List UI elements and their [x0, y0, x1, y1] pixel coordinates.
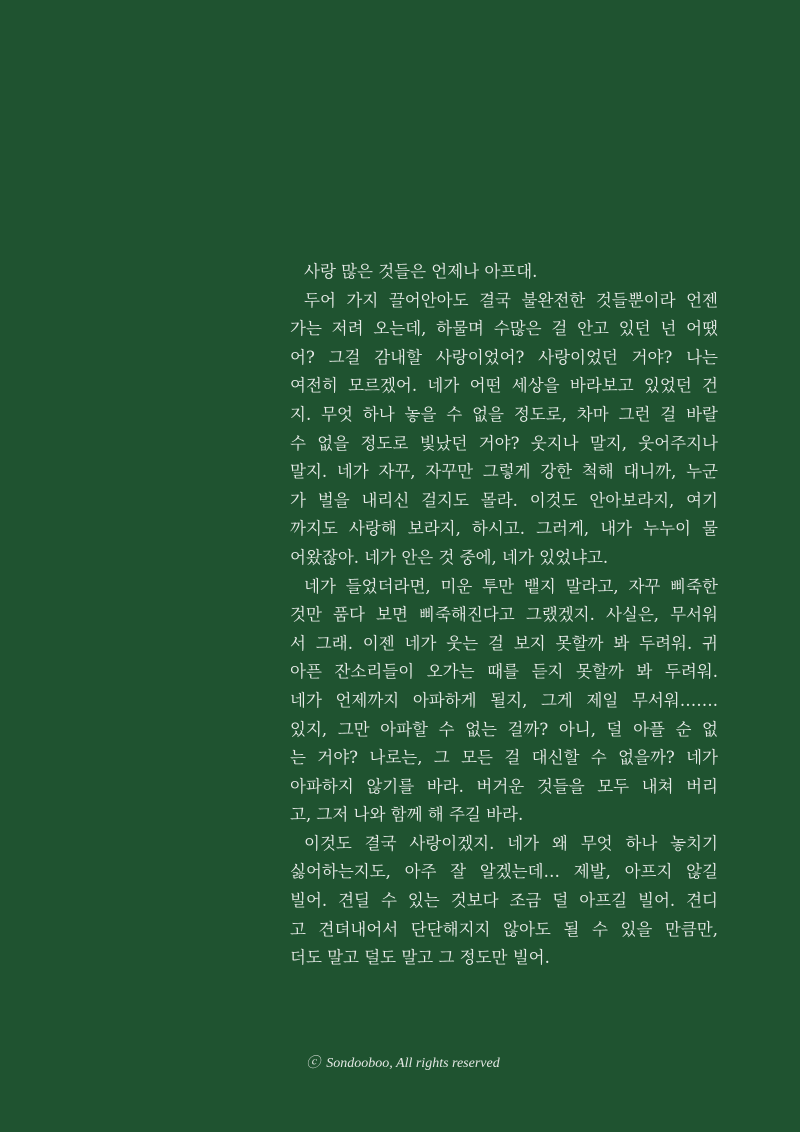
text-line: 서 그래. 이젠 네가 웃는 걸 보지 못할까 봐 두려워. 귀 [290, 633, 718, 653]
text-line: 는 거야? 나로는, 그 모든 걸 대신할 수 없을까? 네가 [290, 748, 718, 768]
text-line: 까지도 사랑해 보라지, 하시고. 그러게, 내가 누누이 물 [290, 519, 718, 539]
text-line: 두어 가지 끌어안아도 결국 불완전한 것들뿐이라 언젠 [304, 290, 718, 310]
text-line: 지. 무엇 하나 놓을 수 없을 정도로, 차마 그런 걸 바랄 [290, 404, 718, 424]
copyright-symbol: ⓒ [306, 1056, 321, 1071]
text-line: 사랑 많은 것들은 언제나 아프대. [304, 262, 538, 281]
text-line: 고 견뎌내어서 단단해지지 않아도 될 수 있을 만큼만, [290, 919, 718, 939]
text-line: 가 벌을 내리신 걸지도 몰라. 이것도 안아보라지, 여기 [290, 490, 718, 510]
text-line: 네가 들었더라면, 미운 투만 뱉지 말라고, 자꾸 삐죽한 [304, 576, 718, 596]
copyright-footer [0, 1052, 800, 1072]
text-line: 있지, 그만 아파할 수 없는 걸까? 아니, 덜 아플 순 없 [290, 719, 718, 739]
text-line: 고, 그저 나와 함께 해 주길 바라. [290, 805, 524, 825]
text-line: 아파하지 않기를 바라. 버거운 것들을 모두 내쳐 버리 [290, 776, 718, 796]
text-line: 것만 품다 보면 삐죽해진다고 그랬겠지. 사실은, 무서워 [290, 605, 718, 625]
text-line: 어? 그걸 감내할 사랑이었어? 사랑이었던 거야? 나는 [290, 347, 718, 367]
text-line: 수 없을 정도로 빛났던 거야? 웃지나 말지, 웃어주지나 [290, 433, 718, 453]
copyright-text: Sondooboo, All rights reserved [326, 1056, 500, 1071]
text-line: 여전히 모르겠어. 네가 어떤 세상을 바라보고 있었던 건 [290, 376, 718, 396]
text-line: 아픈 잔소리들이 오가는 때를 듣지 못할까 봐 두려워. [290, 662, 718, 682]
text-line: 어왔잖아. 네가 안은 것 중에, 네가 있었냐고. [290, 547, 609, 567]
text-line: 빌어. 견딜 수 있는 것보다 조금 덜 아프길 빌어. 견디 [290, 891, 718, 911]
text-line: 가는 저려 오는데, 하물며 수많은 걸 안고 있던 넌 어땠 [290, 319, 718, 339]
text-line: 네가 언제까지 아파하게 될지, 그게 제일 무서워……. [290, 690, 718, 710]
text-line: 이것도 결국 사랑이겠지. 네가 왜 무엇 하나 놓치기 [304, 833, 718, 853]
text-line: 더도 말고 덜도 말고 그 정도만 빌어. [290, 948, 550, 968]
essay-text [290, 258, 718, 973]
text-line: 말지. 네가 자꾸, 자꾸만 그렇게 강한 척해 대니까, 누군 [290, 462, 718, 482]
text-line: 싫어하는지도, 아주 잘 알겠는데… 제발, 아프지 않길 [290, 862, 718, 882]
